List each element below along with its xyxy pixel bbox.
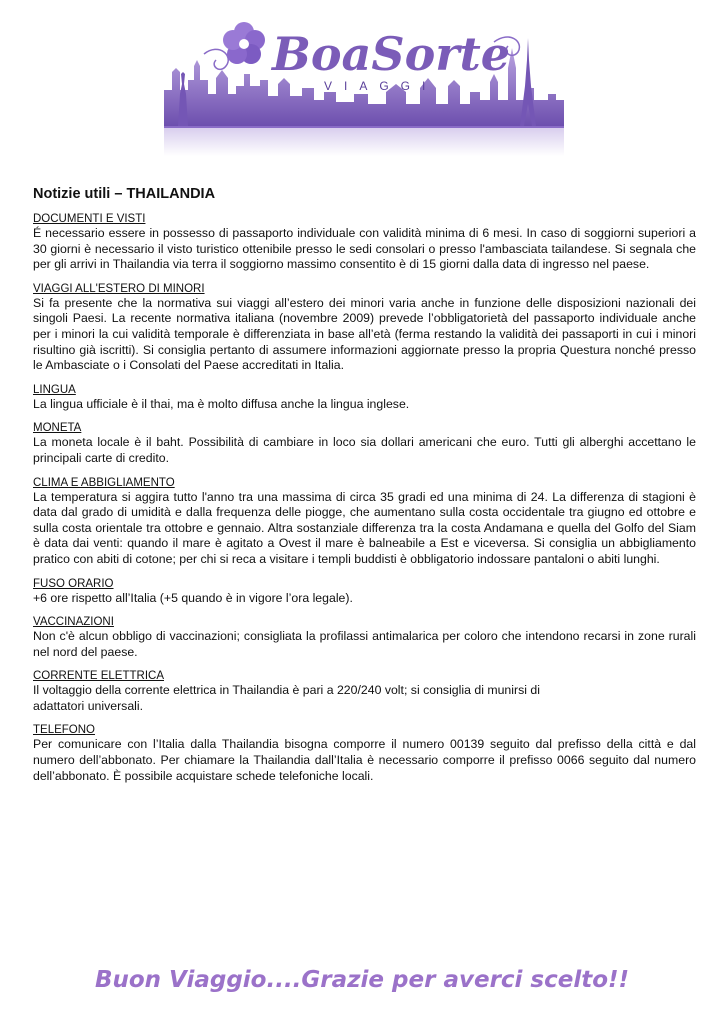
section-telefono [33,723,696,784]
footer-slogan: Buon Viaggio....Grazie per averci scelto!! [94,967,630,993]
section-text [33,683,696,714]
section-text: La temperatura si aggira tutto l'anno tra una massima di circa 35 gradi ed una minima di 24. La differenza di stagioni è data dal grado di umidità e dalla frequenza delle piogge, che aumentano sulla costa occidentale tra giugno ed ottobre e sulla costa orientale tra ottobre e gennaio. Altra sostanziale differenza tra la costa Andamana e quella del Golfo del Siam è data dai venti: quando il mare è agitato a Ovest il mare è balneabile a Est e viceversa. Si consiglia un abbigliamento pratico con abiti di cotone; per chi si reca a visitare i templi buddisti è obbligatorio indossare pantaloni o abiti lunghi. [33,489,696,566]
document-body [33,184,696,793]
section-text: É necessario essere in possesso di passaporto individuale con validità minima di 6 mesi. In caso di soggiorni superiori a 30 giorni è necessario il visto turistico ottenibile presso le sedi consolari o presso l'ambasciata tailandese. Si segnala che per gli arrivi in Thailandia via terra il soggiorno massimo consentito è di 15 giorni dalla data di ingresso nel paese. [33,226,696,272]
flower-logo-icon [223,22,265,64]
section-vaccinazioni [33,615,696,660]
section-text: Per comunicare con l’Italia dalla Thailandia bisogna comporre il numero 00139 seguito dal prefisso della città e dal numero dell’abbonato. Per chiamare la Thailandia dall’Italia è necessario comporre il prefisso 0066 seguito dal numero dell’abbonato. È possibile acquistare schede telefoniche locali. [33,737,696,783]
text-line: Il voltaggio della corrente elettrica in Thailandia è pari a 220/240 volt; si consiglia di munirsi di [33,683,540,698]
page-title: Notizie utili – THAILANDIA [33,186,216,202]
skyline-logo-graphic [164,8,564,158]
section-text: Si fa presente che la normativa sui viaggi all’estero dei minori varia anche in funzione delle disposizioni nazionali dei singoli Paesi. La recente normativa italiana (novembre 2009) prevede l’obbligatorietà del passaporto individuale anche per i minori la cui validità temporale è differenziata in base all’età (ferma restando la validità dei passaporti in cui i minori risultino già iscritti). Si consiglia pertanto di assumere informazioni aggiornate presso la propria Questura nonché presso le Ambasciate o i Consolati del Paese accreditati in Italia. [33,295,696,373]
section-heading: MONETA [33,422,82,435]
section-heading: CLIMA E ABBIGLIAMENTO [33,476,175,489]
section-heading: VACCINAZIONI [33,616,114,629]
section-clima [33,476,696,568]
section-heading: LINGUA [33,383,76,396]
section-documenti [33,212,696,273]
section-text: Non c'è alcun obbligo di vaccinazioni; consigliata la profilassi antimalarica per coloro che intendono recarsi in zone rurali nel nord del paese. [33,629,696,659]
boasorte-logo [164,8,564,158]
section-lingua [33,383,696,413]
section-heading: DOCUMENTI E VISTI [33,213,146,225]
section-heading: CORRENTE ELETTRICA [33,670,164,683]
section-minori [33,282,696,374]
brand-name: BoaSorte [272,27,511,81]
brand-tagline: VIAGGI [324,79,438,93]
section-text: +6 ore rispetto all’Italia (+5 quando è in vigore l’ora legale). [33,590,353,605]
section-fuso-orario [33,577,696,607]
section-heading: VIAGGI ALL'ESTERO DI MINORI [33,282,205,295]
text-line: adattatori universali. [33,698,144,713]
section-moneta [33,421,696,466]
section-text: La moneta locale è il baht. Possibilità di cambiare in loco sia dollari americani che euro. Tutti gli alberghi accettano le principali carte di credito. [33,435,696,465]
section-text: La lingua ufficiale è il thai, ma è molto diffusa anche la lingua inglese. [33,396,410,411]
section-corrente [33,669,696,714]
section-heading: TELEFONO [33,724,95,737]
section-heading: FUSO ORARIO [33,577,114,590]
